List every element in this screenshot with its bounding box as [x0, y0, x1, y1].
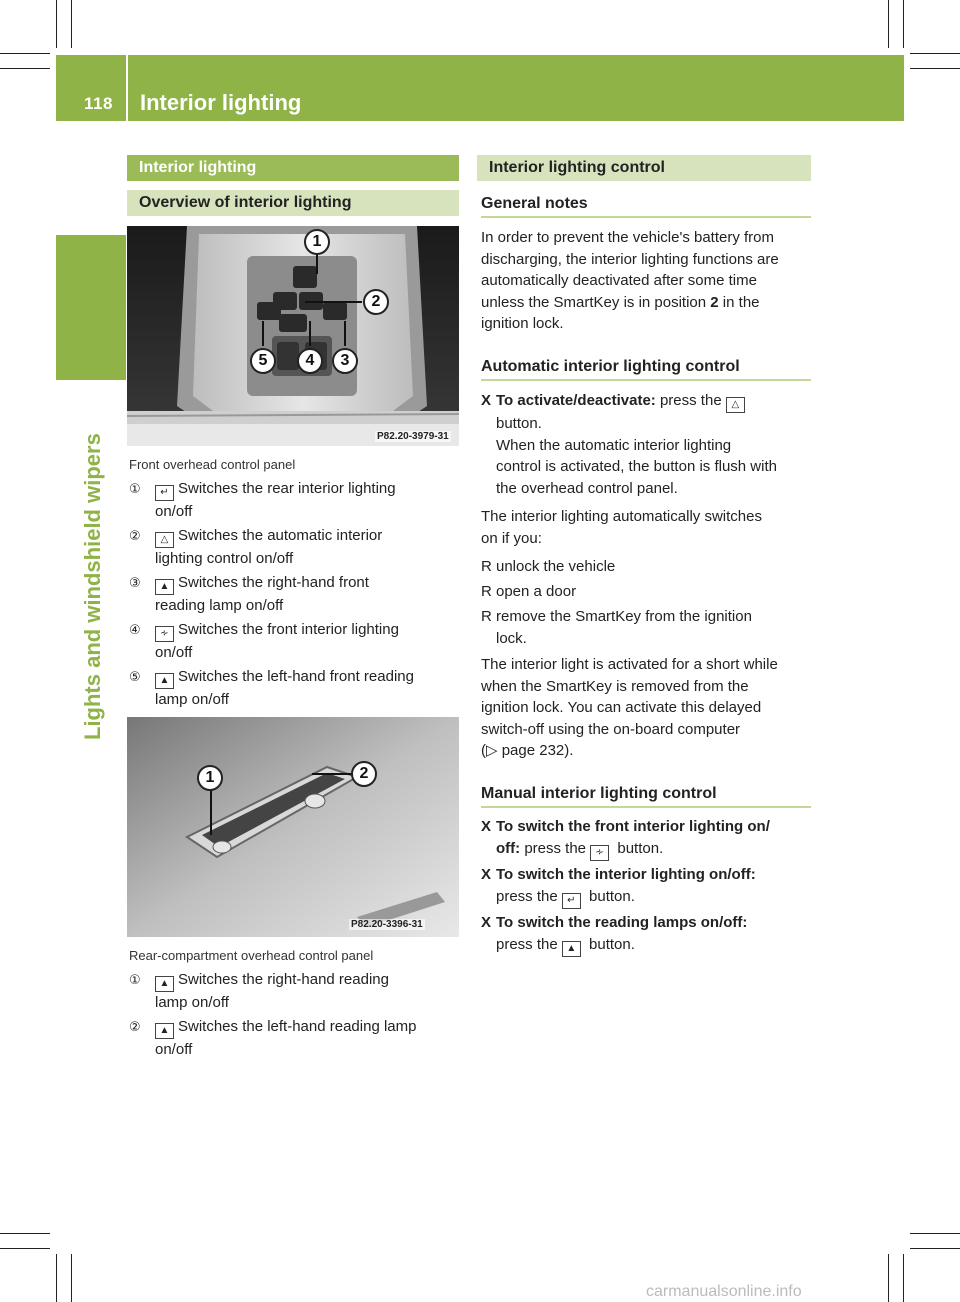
text-line: switch-off using the on-board computer	[481, 720, 741, 738]
step-label: To activate/deactivate:	[496, 392, 656, 409]
rear-light-icon: ↵	[562, 893, 581, 909]
list-item	[129, 619, 461, 664]
front-light-icon: ∻	[590, 845, 609, 861]
text-line: When the automatic interior lighting	[496, 436, 732, 454]
callout-4: 4	[297, 348, 323, 374]
crop-mark	[0, 1248, 50, 1249]
crop-mark	[0, 1233, 50, 1234]
page-number: 118	[84, 94, 113, 113]
rear-light-icon: ↵	[155, 485, 174, 501]
item-number: ②	[129, 528, 141, 543]
auto-light-icon: △	[726, 397, 745, 413]
crop-mark	[0, 68, 50, 69]
bullet-marker: R	[481, 583, 492, 600]
crop-mark	[910, 53, 960, 54]
item-text: reading lamp on/off	[155, 597, 284, 614]
bullet-text: lock.	[496, 629, 527, 647]
item-number: ①	[129, 972, 141, 987]
front-panel-illustration	[127, 226, 459, 446]
instruction-step	[481, 912, 813, 957]
heading-rule	[481, 806, 811, 808]
heading-rule	[481, 216, 811, 218]
crop-mark	[0, 53, 50, 54]
instruction-step	[481, 390, 813, 499]
item-text: Switches the left-hand front reading	[178, 668, 414, 685]
item-number: ①	[129, 481, 141, 496]
step-label: off:	[496, 839, 521, 857]
crop-mark	[71, 1254, 72, 1302]
list-item	[481, 556, 813, 578]
list-item	[129, 969, 461, 1014]
item-text: lamp on/off	[155, 994, 229, 1011]
item-text: on/off	[155, 503, 193, 520]
item-text: Switches the left-hand reading lamp	[178, 1018, 417, 1035]
crop-mark	[903, 0, 904, 48]
rear-overhead-panel-photo	[127, 717, 459, 937]
bullet-marker: R	[481, 558, 492, 575]
callout-5: 5	[250, 348, 276, 374]
callout-2: 2	[363, 289, 389, 315]
auto-light-icon: △	[155, 532, 174, 548]
item-text: lighting control on/off	[155, 550, 294, 567]
crop-mark	[56, 0, 57, 48]
bullet-text: open a door	[496, 583, 577, 600]
item-text: Switches the automatic interior	[178, 527, 383, 544]
heading-rule	[481, 379, 811, 381]
reading-lamp-icon: ▲	[155, 1023, 174, 1039]
list-item	[129, 666, 461, 711]
crop-mark	[888, 0, 889, 48]
crop-mark	[910, 1248, 960, 1249]
side-tab-label: Lights and windshield wipers	[80, 433, 105, 740]
text-line: automatically deactivated after some time	[481, 272, 757, 289]
step-marker: X	[481, 866, 492, 883]
bullet-text: remove the SmartKey from the ignition	[496, 608, 752, 625]
instruction-step	[481, 816, 813, 861]
step-label: To switch the reading lamps on/off:	[496, 914, 748, 931]
crop-mark	[910, 1233, 960, 1234]
text-line: ignition lock.	[481, 315, 564, 332]
bullet-marker: R	[481, 608, 492, 625]
reading-lamp-icon: ▲	[155, 673, 174, 689]
side-tab	[56, 235, 126, 380]
callout-2: 2	[351, 761, 377, 787]
step-text: button.	[613, 839, 664, 857]
reading-lamp-icon: ▲	[155, 579, 174, 595]
text-line: ignition lock. You can activate this delayed	[481, 699, 762, 716]
bullet-text: unlock the vehicle	[496, 558, 616, 575]
text-line: when the SmartKey is removed from the	[481, 677, 749, 695]
callout-1: 1	[304, 229, 330, 255]
item-text: Switches the right-hand reading	[178, 971, 389, 988]
text-line: discharging, the interior lighting functions are	[481, 250, 779, 268]
page-title: Interior lighting	[140, 90, 302, 115]
list-item	[481, 606, 813, 649]
step-text: press the	[520, 839, 587, 857]
front-light-icon: ∻	[155, 626, 174, 642]
step-text: press the	[496, 935, 558, 953]
heading-general-notes: General notes	[481, 195, 588, 212]
item-text: lamp on/off	[155, 691, 229, 708]
list-item	[481, 581, 813, 603]
callout-3: 3	[332, 348, 358, 374]
item-text: on/off	[155, 644, 193, 661]
front-overhead-panel-photo	[127, 226, 459, 446]
heading-automatic-control: Automatic interior lighting control	[481, 358, 740, 375]
reading-lamp-icon: ▲	[155, 976, 174, 992]
section-bar-right: Interior lighting control	[477, 155, 811, 181]
item-text: on/off	[155, 1041, 193, 1058]
step-marker: X	[481, 392, 492, 409]
caption-front-panel: Front overhead control panel	[129, 457, 296, 472]
step-label: To switch the interior lighting on/off:	[496, 866, 756, 883]
section-bar-left: Interior lighting	[127, 155, 459, 181]
text-line: in the	[718, 293, 760, 311]
list-item	[129, 572, 461, 617]
item-text: Switches the rear interior lighting	[178, 480, 396, 497]
item-text: Switches the front interior lighting	[178, 621, 399, 638]
step-text: button.	[584, 935, 635, 953]
item-number: ⑤	[129, 669, 141, 684]
key-position: 2	[710, 293, 719, 311]
step-text: press the	[496, 887, 558, 905]
caption-rear-panel: Rear-compartment overhead control panel	[129, 948, 374, 963]
text-line: the overhead control panel.	[496, 479, 678, 497]
item-number: ④	[129, 622, 141, 637]
item-text: Switches the right-hand front	[178, 574, 369, 591]
step-marker: X	[481, 818, 492, 835]
step-label: To switch the front interior lighting on/	[496, 818, 770, 835]
crop-mark	[71, 0, 72, 48]
subsection-bar-overview: Overview of interior lighting	[127, 190, 459, 216]
step-text: button.	[584, 887, 635, 905]
heading-manual-control: Manual interior lighting control	[481, 785, 717, 802]
step-marker: X	[481, 914, 492, 931]
text-line: unless the SmartKey is in position	[481, 293, 707, 311]
photo-id: P82.20-3979-31	[377, 431, 449, 442]
item-number: ②	[129, 1019, 141, 1034]
watermark: carmanualsonline.info	[646, 1283, 802, 1300]
crop-mark	[903, 1254, 904, 1302]
list-item	[129, 478, 461, 523]
text-line: The interior light is activated for a short while	[481, 656, 778, 673]
text-line: button.	[496, 415, 542, 432]
rear-panel-illustration	[127, 717, 459, 937]
crop-mark	[910, 68, 960, 69]
list-item	[129, 525, 461, 570]
callout-1: 1	[197, 765, 223, 791]
step-text: press the	[655, 392, 722, 409]
list-item	[129, 1016, 461, 1061]
auto-switch-text	[481, 506, 813, 549]
text-line: In order to prevent the vehicle's battery from	[481, 229, 775, 246]
item-number: ③	[129, 575, 141, 590]
text-line: on if you:	[481, 529, 542, 547]
crop-mark	[56, 1254, 57, 1302]
text-line: control is activated, the button is flush with	[496, 458, 777, 475]
header-divider	[126, 55, 128, 121]
photo-id: P82.20-3396-31	[351, 919, 423, 930]
reading-lamp-icon: ▲	[562, 941, 581, 957]
crop-mark	[888, 1254, 889, 1302]
general-notes-text	[481, 227, 813, 335]
instruction-step	[481, 864, 813, 909]
page-reference[interactable]: (▷ page 232).	[481, 742, 574, 759]
text-line: The interior lighting automatically switches	[481, 508, 762, 525]
delay-text	[481, 654, 813, 762]
